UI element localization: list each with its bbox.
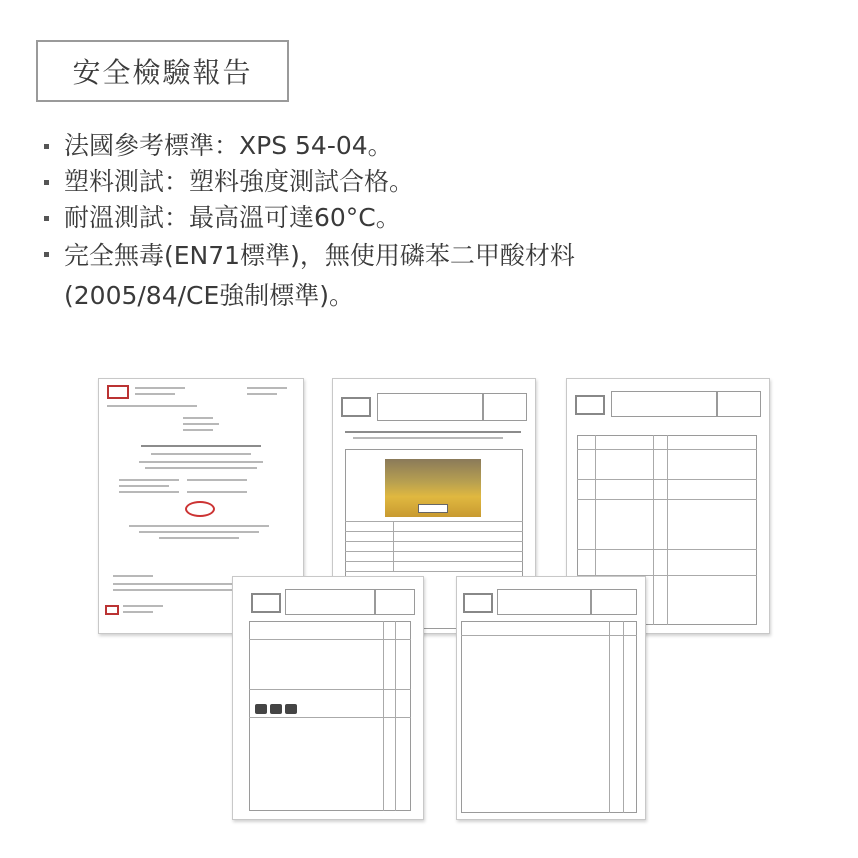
report-title: 安全檢驗報告 (36, 40, 289, 102)
logo-mark (341, 397, 371, 417)
bullet-icon (44, 180, 49, 185)
list-item: 耐溫測試：最高溫可達60°C。 (40, 200, 575, 236)
list-item: 法國參考標準：XPS 54-04。 (40, 128, 575, 164)
logo-mark (107, 385, 129, 399)
logo-mark (251, 593, 281, 613)
bullet-icon (44, 144, 49, 149)
report-page-5 (456, 576, 646, 820)
seal-icon (185, 501, 215, 517)
list-item: 完全無毒(EN71標準)，無使用磷苯二甲酸材料 (2005/84/CE強制標準)。 (40, 236, 575, 316)
bullet-icon (44, 216, 49, 221)
list-item: 塑料測試：塑料強度測試合格。 (40, 164, 575, 200)
product-photo (385, 459, 481, 517)
logo-mark (575, 395, 605, 415)
symbol-icons (255, 699, 300, 709)
bullet-icon (44, 252, 49, 257)
report-page-4 (232, 576, 424, 820)
logo-mark (105, 605, 119, 615)
feature-list (40, 128, 575, 316)
logo-mark (463, 593, 493, 613)
